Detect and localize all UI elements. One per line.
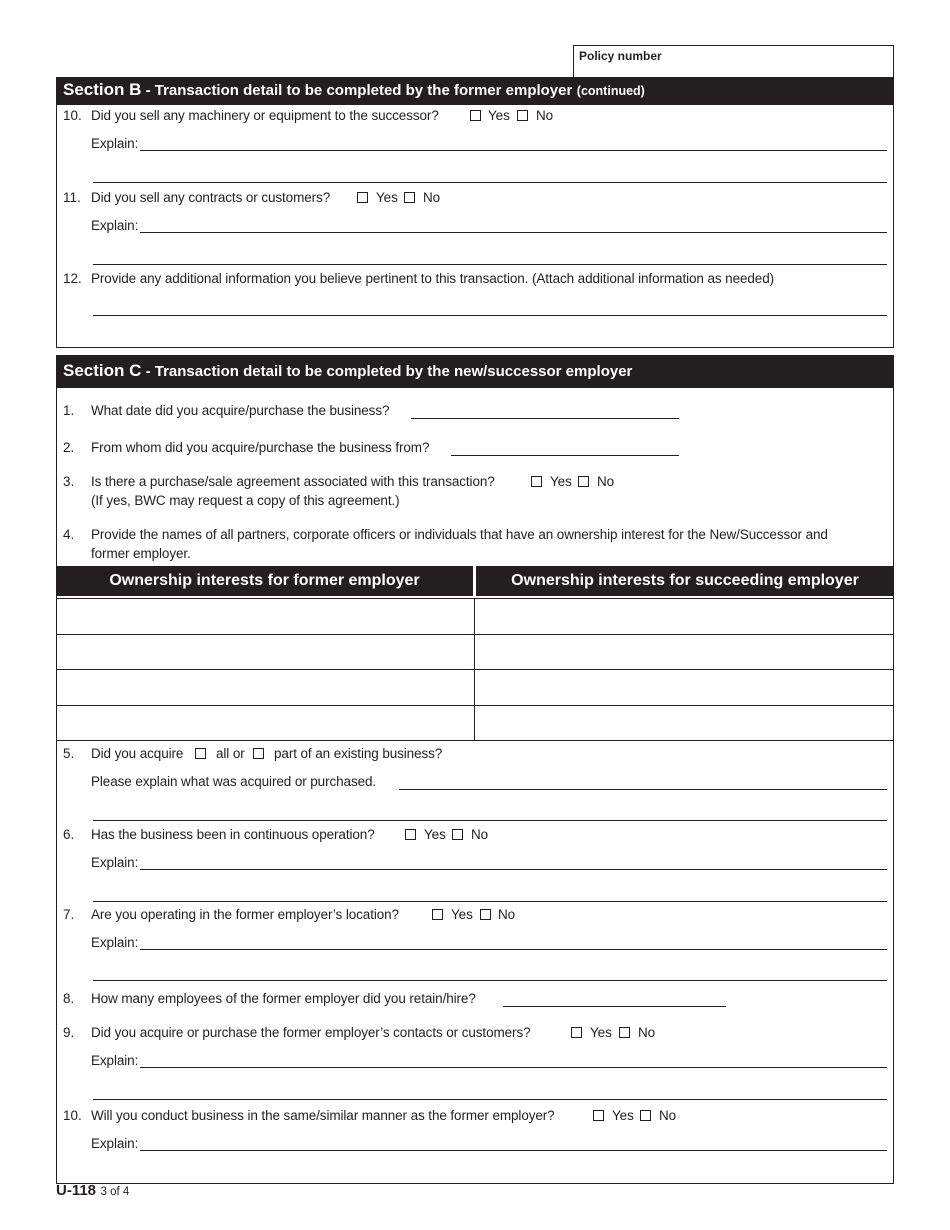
c6-explain-label: Explain: [91, 855, 139, 870]
form-id: U-118 [56, 1182, 97, 1199]
c6-yes-label: Yes [424, 827, 446, 842]
c5-all-label: all or [216, 746, 245, 761]
c3-yes-checkbox[interactable] [531, 476, 542, 487]
c1-number: 1. [63, 403, 75, 418]
c6-explain-line-2[interactable] [93, 901, 887, 902]
c2-number: 2. [63, 440, 75, 455]
c8-number: 8. [63, 991, 75, 1006]
c7-explain-line-2[interactable] [93, 980, 887, 981]
c1-question: What date did you acquire/purchase the business? [91, 403, 390, 418]
b12-number: 12. [63, 271, 82, 286]
c7-number: 7. [63, 907, 75, 922]
table-cell-succeeding-4[interactable] [474, 705, 894, 741]
c5-number: 5. [63, 746, 75, 761]
section-c-label: Section C [63, 361, 142, 380]
c5-part-label: part of an existing business? [274, 746, 443, 761]
page-number: 3 of 4 [100, 1186, 130, 1198]
table-cell-succeeding-1[interactable] [474, 598, 894, 635]
c1-answer-line[interactable] [411, 418, 679, 419]
c6-explain-line[interactable] [140, 869, 887, 870]
c6-no-label: No [471, 827, 489, 842]
section-c-header [56, 355, 894, 388]
c3-number: 3. [63, 474, 75, 489]
section-b-continued: (continued) [576, 84, 645, 98]
c7-explain-line[interactable] [140, 949, 887, 950]
c8-question: How many employees of the former employer did you retain/hire? [91, 991, 476, 1006]
c9-no-checkbox[interactable] [619, 1027, 630, 1038]
c9-yes-checkbox[interactable] [571, 1027, 582, 1038]
c9-question: Did you acquire or purchase the former employer’s contacts or customers? [91, 1025, 531, 1040]
c3-note: (If yes, BWC may request a copy of this agreement.) [91, 493, 400, 508]
b10-no-checkbox[interactable] [517, 110, 528, 121]
b11-no-checkbox[interactable] [404, 192, 415, 203]
b10-question: Did you sell any machinery or equipment to the successor? [91, 108, 439, 123]
b10-explain-line[interactable] [140, 150, 887, 151]
table-cell-succeeding-2[interactable] [474, 634, 894, 670]
section-b-label: Section B [63, 80, 142, 99]
c2-question: From whom did you acquire/purchase the business from? [91, 440, 430, 455]
table-cell-former-3[interactable] [56, 669, 475, 706]
c6-question: Has the business been in continuous operation? [91, 827, 375, 842]
c6-number: 6. [63, 827, 75, 842]
section-b-header [56, 77, 894, 105]
b11-explain-label: Explain: [91, 218, 139, 233]
c9-no-label: No [638, 1025, 656, 1040]
b10-yes-label: Yes [488, 108, 510, 123]
c4-question-line2: former employer. [91, 546, 191, 561]
c5-part-checkbox[interactable] [253, 748, 264, 759]
policy-number-box[interactable] [573, 45, 894, 79]
b11-number: 11. [63, 190, 81, 205]
c8-answer-line[interactable] [503, 1006, 726, 1007]
b11-yes-checkbox[interactable] [357, 192, 368, 203]
c5-explain-line-2[interactable] [93, 820, 887, 821]
table-cell-succeeding-3[interactable] [474, 669, 894, 706]
c10-no-label: No [659, 1108, 677, 1123]
c9-yes-label: Yes [590, 1025, 612, 1040]
b11-yes-label: Yes [376, 190, 398, 205]
c3-yes-label: Yes [550, 474, 572, 489]
b10-no-label: No [536, 108, 554, 123]
b11-explain-line-2[interactable] [93, 264, 887, 265]
section-b-title: - Transaction detail to be completed by the former employer [141, 82, 573, 99]
c3-no-checkbox[interactable] [578, 476, 589, 487]
c9-number: 9. [63, 1025, 75, 1040]
c10-no-checkbox[interactable] [640, 1110, 651, 1121]
c9-explain-label: Explain: [91, 1053, 139, 1068]
b11-explain-line[interactable] [140, 232, 887, 233]
b10-number: 10. [63, 108, 82, 123]
c10-yes-checkbox[interactable] [593, 1110, 604, 1121]
c9-explain-line[interactable] [140, 1067, 887, 1068]
c4-question-line1: Provide the names of all partners, corporate officers or individuals that have an ownership interest for the New/Successor and [91, 527, 828, 542]
b12-answer-line[interactable] [93, 315, 887, 316]
c7-yes-checkbox[interactable] [432, 909, 443, 920]
b10-explain-line-2[interactable] [93, 182, 887, 183]
footer [56, 1182, 129, 1200]
c10-explain-label: Explain: [91, 1136, 139, 1151]
c5-explain-line[interactable] [399, 789, 887, 790]
table-cell-former-2[interactable] [56, 634, 475, 670]
c7-no-label: No [498, 907, 516, 922]
c2-answer-line[interactable] [451, 455, 679, 456]
b11-no-label: No [423, 190, 441, 205]
c3-no-label: No [597, 474, 615, 489]
c6-yes-checkbox[interactable] [405, 829, 416, 840]
c7-yes-label: Yes [451, 907, 473, 922]
c10-number: 10. [63, 1108, 82, 1123]
table-cell-former-1[interactable] [56, 598, 475, 635]
table-cell-former-4[interactable] [56, 705, 475, 741]
b10-explain-label: Explain: [91, 136, 139, 151]
policy-number-label: Policy number [579, 49, 662, 63]
b11-question: Did you sell any contracts or customers? [91, 190, 331, 205]
section-c-title: - Transaction detail to be completed by the new/successor employer [141, 363, 633, 380]
c10-explain-line[interactable] [140, 1150, 887, 1151]
c9-explain-line-2[interactable] [93, 1099, 887, 1100]
c7-explain-label: Explain: [91, 935, 139, 950]
c5-question-pre: Did you acquire [91, 746, 184, 761]
c4-number: 4. [63, 527, 75, 542]
b12-question: Provide any additional information you believe pertinent to this transaction. (Attach additional information as needed) [91, 271, 775, 286]
table-header-former: Ownership interests for former employer [56, 566, 473, 596]
c10-yes-label: Yes [612, 1108, 634, 1123]
b10-yes-checkbox[interactable] [470, 110, 481, 121]
c5-all-checkbox[interactable] [195, 748, 206, 759]
c3-question: Is there a purchase/sale agreement associated with this transaction? [91, 474, 495, 489]
c5-explain-label: Please explain what was acquired or purchased. [91, 774, 377, 789]
c7-no-checkbox[interactable] [480, 909, 491, 920]
c6-no-checkbox[interactable] [452, 829, 463, 840]
table-header-succeeding: Ownership interests for succeeding employer [476, 566, 894, 596]
c7-question: Are you operating in the former employer’s location? [91, 907, 399, 922]
c10-question: Will you conduct business in the same/similar manner as the former employer? [91, 1108, 555, 1123]
